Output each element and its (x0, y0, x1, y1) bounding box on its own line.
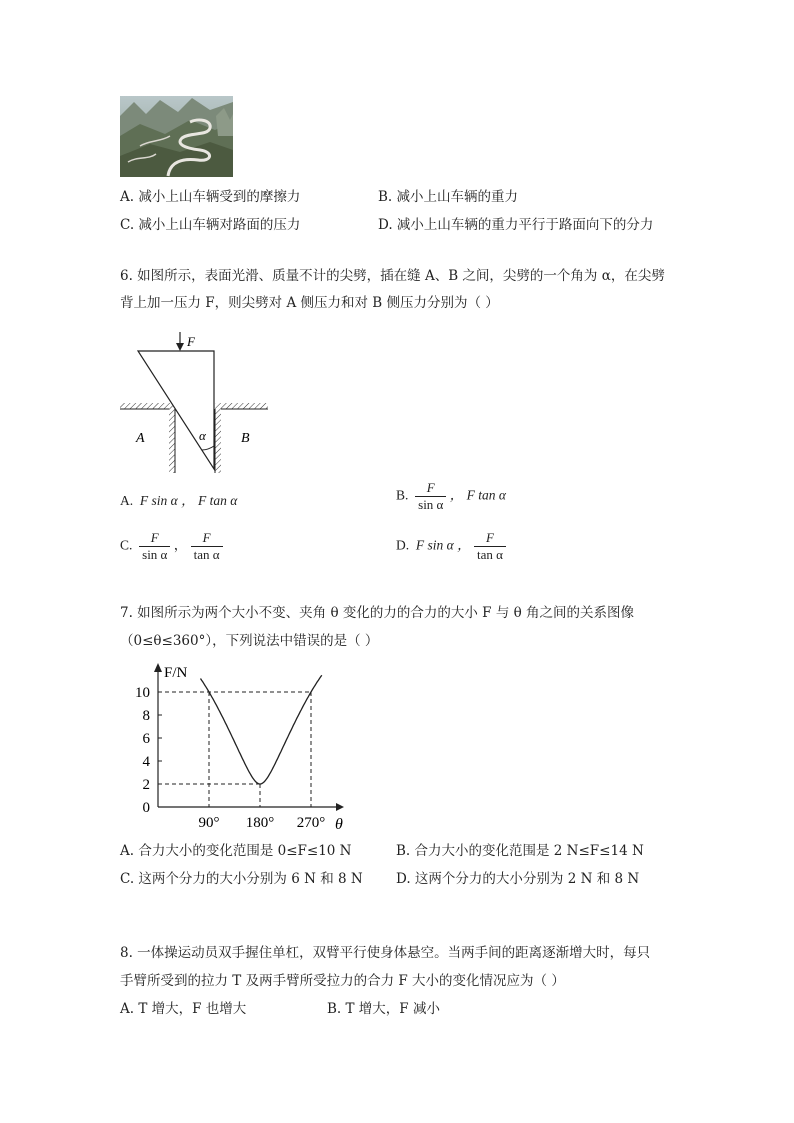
y-tick-label-2: 2 (142, 777, 150, 793)
q6-option-c-prefix: C. (120, 537, 133, 553)
label-a: A (136, 431, 145, 446)
q6-option-c-separator: ， (173, 537, 188, 553)
x-tick-label-2: 270° (296, 815, 326, 830)
q6-option-d-prefix: D. (396, 537, 410, 553)
q5-option-b: B. 减小上山车辆的重力 (378, 189, 519, 205)
y-tick-label-0: 0 (142, 800, 150, 816)
q6-option-b-rest: ， F tan α (449, 487, 506, 503)
q6-stem-line2: 背上加一压力 F，则尖劈对 A 侧压力和对 B 侧压力分别为（ ） (120, 295, 499, 311)
q8-option-b: B. T 增大，F 减小 (327, 1001, 440, 1017)
ground-b-hatch (215, 403, 268, 409)
q6-option-a-text: F sin α ， F tan α (139, 493, 238, 508)
q6-option-c-denominator-2: tan α (191, 546, 223, 563)
y-tick-label-4: 4 (142, 754, 150, 770)
q6-option-b (396, 480, 506, 513)
label-b: B (241, 431, 250, 446)
y-axis-label: F/N (164, 665, 188, 681)
force-label: F (187, 334, 195, 349)
q6-stem-line1: 6. 如图所示，表面光滑、质量不计的尖劈，插在缝 A、B 之间，尖劈的一个角为 α，在尖劈 (120, 268, 665, 284)
q6-option-c-numerator-1: F (150, 530, 159, 545)
y-tick-label-6: 6 (142, 731, 150, 747)
q5-option-c: C. 减小上山车辆对路面的压力 (120, 217, 301, 233)
y-tick-label-8: 8 (142, 708, 150, 724)
force-angle-chart (118, 660, 348, 830)
q8-stem-line2: 手臂所受到的拉力 T 及两手臂所受拉力的合力 F 大小的变化情况应为（ ） (120, 973, 565, 989)
q6-option-d-denominator: tan α (474, 546, 506, 563)
y-tick-label-10: 10 (135, 685, 150, 701)
q6-option-d-fraction (474, 530, 506, 563)
x-axis-label: θ (335, 816, 343, 830)
x-axis-arrow (336, 803, 344, 811)
q8-option-a: A. T 增大，F 也增大 (120, 1001, 247, 1017)
q7-stem-line1: 7. 如图所示为两个大小不变、夹角 θ 变化的力的合力的大小 F 与 θ 角之间的关系图像 (120, 605, 635, 621)
q6-option-b-fraction (415, 480, 446, 513)
q7-option-b: B. 合力大小的变化范围是 2 N≤F≤14 N (396, 843, 644, 859)
q5-option-a: A. 减小上山车辆受到的摩擦力 (120, 189, 301, 205)
q6-option-c-denominator-1: sin α (139, 546, 170, 563)
ground-a-hatch (120, 403, 175, 409)
q6-option-c-fraction-1 (139, 530, 170, 563)
x-tick-label-0: 90° (198, 815, 220, 830)
q6-option-a-prefix: A. (120, 493, 134, 508)
q6-option-a (120, 491, 237, 511)
wedge-triangle (138, 351, 214, 469)
winding-mountain-road-photo-icon (120, 96, 233, 177)
q6-option-c-fraction-2 (191, 530, 223, 563)
q7-stem-line2: （0≤θ≤360°），下列说法中错误的是（ ） (120, 633, 379, 649)
q6-option-d-numerator: F (485, 530, 494, 545)
mountain-road-photo (120, 96, 233, 177)
q7-option-c: C. 这两个分力的大小分别为 6 N 和 8 N (120, 871, 363, 887)
y-axis-arrow (154, 663, 162, 672)
q6-option-c (120, 530, 223, 563)
q7-option-a: A. 合力大小的变化范围是 0≤F≤10 N (120, 843, 352, 859)
q6-option-d (396, 530, 506, 563)
q6-option-b-denominator: sin α (415, 496, 446, 513)
q8-stem-line1: 8. 一体操运动员双手握住单杠，双臂平行使身体悬空。当两手间的距离逐渐增大时，每只 (120, 945, 651, 961)
q5-option-d: D. 减小上山车辆的重力平行于路面向下的分力 (378, 217, 654, 233)
q7-option-d: D. 这两个分力的大小分别为 2 N 和 8 N (396, 871, 640, 887)
q6-option-b-numerator: F (426, 480, 435, 495)
q6-option-d-text: F sin α ， (415, 537, 471, 553)
x-tick-label-1: 180° (245, 815, 275, 830)
q6-option-b-prefix: B. (396, 487, 409, 503)
wedge-figure (118, 330, 273, 475)
angle-label: α (199, 428, 206, 443)
force-curve (201, 675, 322, 784)
q6-option-c-numerator-2: F (202, 530, 211, 545)
